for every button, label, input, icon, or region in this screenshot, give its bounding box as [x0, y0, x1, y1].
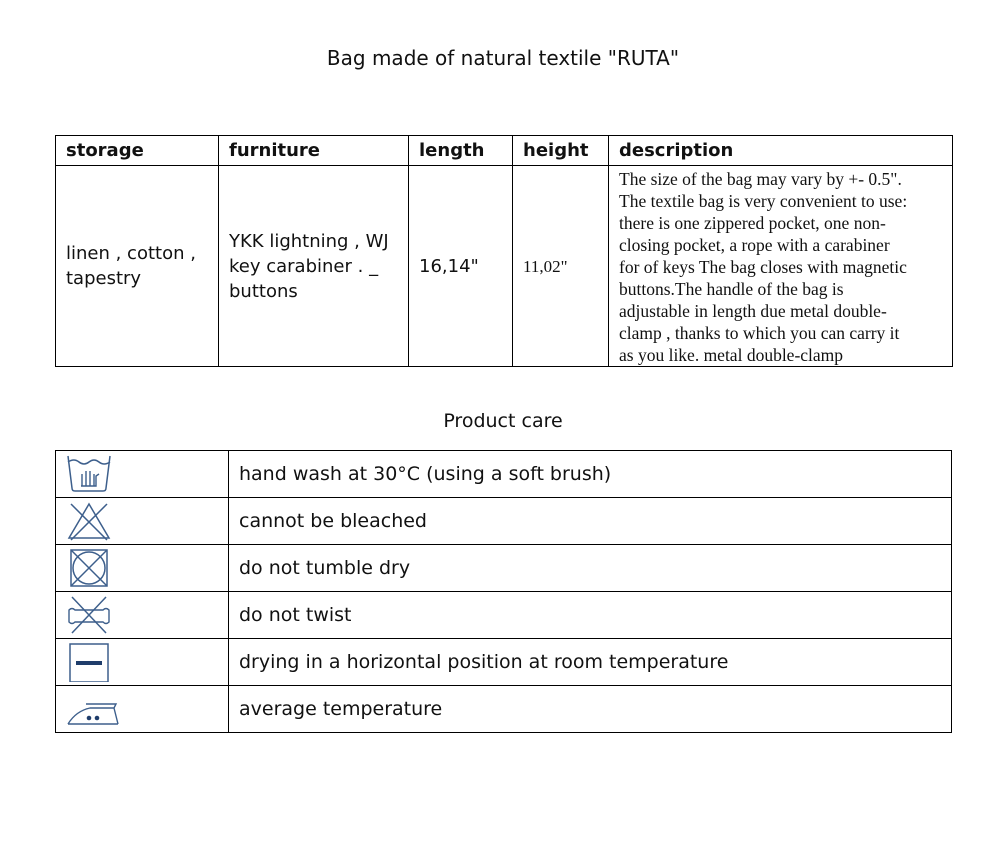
iron-medium-icon [66, 689, 122, 729]
description-line: for of keys The bag closes with magnetic [619, 257, 907, 277]
description-line: closing pocket, a rope with a carabiner [619, 235, 890, 255]
care-label: cannot be bleached [229, 498, 952, 545]
header-length: length [409, 136, 513, 166]
spec-table [55, 135, 953, 367]
page-title: Bag made of natural textile "RUTA" [326, 46, 680, 70]
furniture-line: YKK lightning , WJ [229, 230, 389, 252]
care-row [56, 498, 952, 545]
header-furniture: furniture [219, 136, 409, 166]
care-table [55, 450, 952, 733]
care-row [56, 545, 952, 592]
description-line: buttons.The handle of the bag is [619, 279, 844, 299]
header-description: description [609, 136, 953, 166]
care-row [56, 686, 952, 733]
furniture-line: buttons [229, 280, 298, 302]
length-cell: 16,14" [409, 166, 513, 367]
description-line: adjustable in length due metal double- [619, 301, 887, 321]
description-cell [609, 166, 953, 367]
care-title: Product care [443, 410, 563, 432]
description-line: clamp , thanks to which you can carry it [619, 323, 900, 343]
care-label: hand wash at 30°C (using a soft brush) [229, 451, 952, 498]
height-cell: 11,02" [513, 166, 609, 367]
care-row [56, 451, 952, 498]
care-label: do not twist [229, 592, 952, 639]
description-line: The size of the bag may vary by +- 0.5". [619, 169, 902, 189]
header-storage: storage [56, 136, 219, 166]
header-height: height [513, 136, 609, 166]
storage-cell [56, 166, 219, 367]
spec-data-row [56, 166, 953, 367]
description-line: there is one zippered pocket, one non- [619, 213, 886, 233]
furniture-line: key carabiner . _ [229, 255, 379, 277]
no-bleach-icon [66, 501, 112, 541]
do-not-wring-icon [66, 595, 112, 635]
care-label: drying in a horizontal position at room temperature [229, 639, 952, 686]
storage-line: linen , cotton , [66, 243, 196, 264]
care-row [56, 592, 952, 639]
hand-wash-icon [66, 454, 112, 494]
care-label: average temperature [229, 686, 952, 733]
care-label: do not tumble dry [229, 545, 952, 592]
description-line: The textile bag is very convenient to use: [619, 191, 908, 211]
description-line: as you like. metal double-clamp [619, 345, 844, 365]
storage-line: tapestry [66, 268, 142, 289]
no-tumble-dry-icon [66, 548, 112, 588]
furniture-cell [219, 166, 409, 367]
care-row [56, 639, 952, 686]
dry-flat-icon [66, 642, 112, 682]
spec-header-row [56, 136, 953, 166]
